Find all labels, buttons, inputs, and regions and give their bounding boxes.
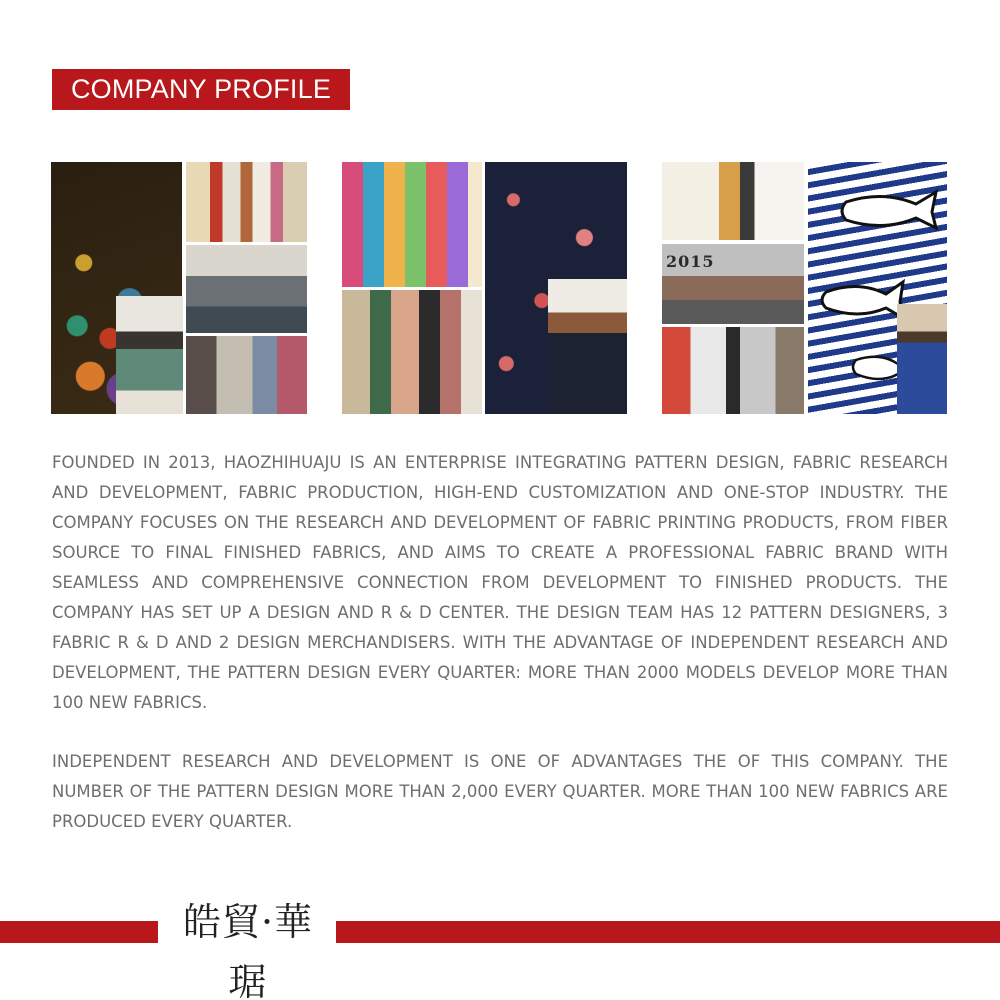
designers-meeting-photo (186, 245, 307, 333)
model-in-print-dress-photo (116, 296, 183, 414)
printed-dresses-photo (342, 290, 482, 414)
advantage-paragraph: INDEPENDENT RESEARCH AND DEVELOPMENT IS ONE OF ADVANTAGES THE OF THIS COMPANY. THE NUMBER OF THE PATTERN DESIGN MORE THAN 2,000 EVERY QUARTER. MORE THAN 100 NEW FABRICS ARE PRODUCED EVERY QUARTER. (52, 752, 948, 831)
fashion-show-photo (662, 244, 804, 324)
profile-paragraph: FOUNDED IN 2013, HAOZHIHUAJU IS AN ENTERPRISE INTEGRATING PATTERN DESIGN, FABRIC RESEARCH AND DEVELOPMENT, FABRIC PRODUCTION, HIGH-END CUSTOMIZATION AND ONE-STOP INDUSTRY. THE COMPANY FOCUSES ON THE RESEARCH AND DEVELOPMENT OF FABRIC PRINTING PRODUCTS, FROM FIBER SOURCE TO FINAL FINISHED FABRICS, AND AIMS TO CREATE A PROFESSIONAL FABRIC BRAND WITH SEAMLESS AND COMPREHENSIVE CONNECTION FROM DEVELOPMENT TO FINISHED PRODUCTS. THE COMPANY HAS SET UP A DESIGN AND R & D CENTER. THE DESIGN TEAM HAS 12 PATTERN DESIGNERS, 3 FABRIC R & D AND 2 DESIGN MERCHANDISERS. WITH THE ADVANTAGE OF INDEPENDENT RESEARCH AND DEVELOPMENT, THE PATTERN DESIGN EVERY QUARTER: MORE THAN 2000 MODELS DEVELOP MORE THAN 100 NEW FABRICS. (52, 453, 948, 712)
fashion-sketch-collage-photo (662, 162, 804, 240)
page-title: COMPANY PROFILE (52, 69, 350, 110)
garment-rack-photo (186, 162, 307, 242)
model-in-wave-print-photo (897, 304, 947, 414)
runway-model-photo (662, 327, 804, 414)
brand-logo: 皓貿·華琚 (182, 900, 314, 1000)
footer-bar-left (0, 921, 158, 943)
photo-caption: 2015 (666, 252, 715, 271)
showroom-photo (186, 336, 307, 414)
fabric-swatch-wall-photo (342, 162, 482, 287)
model-in-floral-dress-photo (548, 279, 627, 414)
footer-bar-right (336, 921, 1000, 943)
